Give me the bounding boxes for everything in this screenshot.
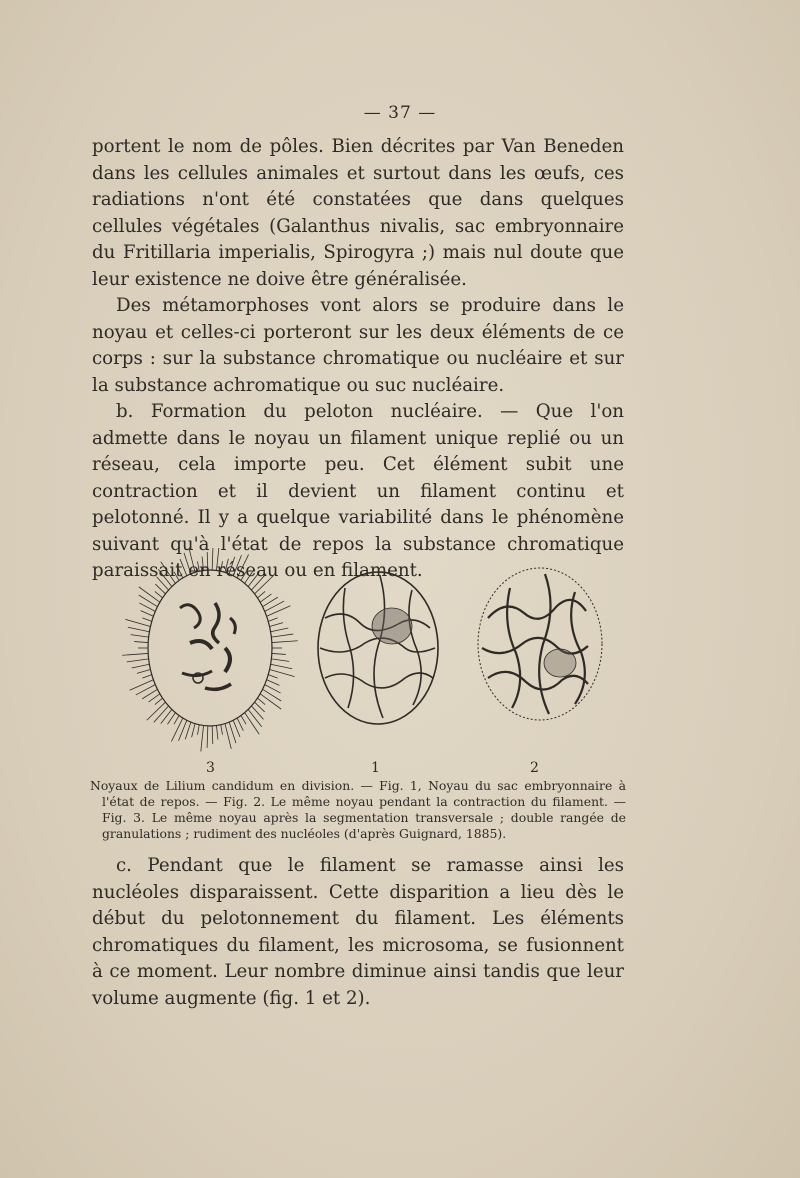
ray-line: [202, 557, 203, 571]
figure-label: 2: [530, 760, 539, 776]
ray-line: [251, 574, 266, 590]
ray-line: [241, 716, 246, 725]
ray-line: [257, 591, 265, 597]
ray-line: [192, 724, 195, 738]
fig1-drawing: [318, 572, 438, 724]
ray-line: [171, 718, 182, 741]
ray-line: [225, 724, 231, 749]
ray-line: [177, 565, 183, 578]
page-number: — 37 —: [363, 103, 437, 123]
ray-line: [149, 694, 160, 702]
ray-line: [189, 548, 195, 572]
paragraph: b. Formation du peloton nucléaire. — Que l'on admette dans le noyau un filament unique replié ou un réseau, cela importe peu. Cet élément subit une contraction et il devient un filament continu et pelotonné. Il y a quelque variabilité dans le phénomène suivant qu'à l'état de repos la substance chromatique paraissait en réseau ou en filament.: [92, 401, 624, 581]
ray-line: [257, 698, 265, 704]
ray-line: [272, 653, 286, 654]
ray-line: [122, 653, 148, 655]
ray-line: [174, 572, 179, 581]
ray-line: [267, 680, 280, 686]
ray-line: [201, 726, 204, 752]
ray-line: [147, 702, 166, 720]
ray-line: [268, 675, 277, 678]
ray-line: [132, 664, 150, 668]
ray-line: [216, 548, 219, 570]
ray-line: [260, 594, 271, 602]
ray-line: [229, 557, 235, 574]
ray-line: [271, 628, 289, 632]
ray-line: [268, 618, 277, 621]
ray-line: [131, 635, 149, 638]
ray-line: [267, 606, 291, 617]
body-text-bottom: [92, 853, 624, 1012]
ray-line: [237, 555, 248, 578]
ray-line: [207, 552, 208, 570]
ray-line: [128, 627, 150, 632]
ray-line: [161, 709, 172, 723]
ray-line: [185, 722, 191, 739]
ray-line: [270, 669, 295, 676]
ray-line: [216, 726, 217, 740]
ray-line: [125, 619, 150, 626]
ray-line: [168, 713, 176, 725]
ray-line: [212, 548, 213, 570]
ray-line: [260, 694, 281, 709]
ray-line: [272, 641, 298, 643]
fig2-drawing: [478, 568, 602, 720]
nucleus-figure: [120, 548, 620, 758]
figure-label: 1: [371, 760, 380, 776]
ray-line: [154, 706, 169, 722]
ray-line: [155, 591, 163, 597]
nucleus-illustration: [120, 548, 620, 758]
ray-line: [263, 689, 282, 701]
ray-line: [158, 569, 172, 586]
ray-line: [155, 698, 163, 704]
paragraph: Des métamorphoses vont alors se produire dans le noyau et celles-ci porteront sur les deux éléments de ce corps : sur la substance chromatique ou nucléaire et sur la substance achromatique ou suc nucléaire.: [92, 295, 624, 396]
ray-line: [134, 642, 148, 643]
ray-line: [237, 718, 243, 731]
ray-line: [221, 561, 223, 571]
ray-line: [155, 584, 165, 594]
paragraph: c. Pendant que le filament se ramasse ainsi les nucléoles disparaissent. Cette disparition a lieu dès le début du pelotonnement du filament. Les éléments chromatiques du filament, les microsoma, se fusionnent à ce moment. Leur nombre diminue ainsi tandis que leur volume augmente (fig. 1 et 2).: [92, 855, 624, 1009]
ray-line: [207, 726, 208, 748]
ray-line: [156, 577, 168, 590]
ray-line: [197, 725, 199, 735]
ray-line: [245, 713, 260, 735]
ray-line: [142, 618, 151, 621]
ray-line: [248, 709, 262, 726]
ray-line: [255, 702, 265, 712]
ray-line: [130, 680, 154, 691]
ray-line: [174, 716, 179, 725]
paragraph: portent le nom de pôles. Bien décrites par Van Beneden dans les cellules animales et surtout dans les œufs, ces radiations n'ont été constatées que dans quelques cellules végétales (Galanthus nivalis, sac embryonnaire du Fritillaria imperialis, Spirogyra ;) mais nul doute que leur existence ne doive être généralisée.: [92, 136, 624, 290]
ray-line: [139, 595, 158, 607]
figure-caption: [90, 778, 626, 842]
ray-line: [180, 559, 187, 576]
ray-line: [161, 562, 176, 584]
ray-line: [139, 587, 160, 602]
ray-line: [241, 572, 246, 581]
ray-line: [271, 664, 293, 669]
ray-line: [251, 706, 263, 719]
ray-line: [271, 659, 289, 662]
ray-line: [225, 559, 228, 573]
body-text-top: [92, 134, 624, 585]
ray-line: [137, 669, 150, 673]
ray-line: [212, 726, 213, 744]
ray-line: [255, 576, 274, 594]
ray-line: [233, 720, 240, 737]
ray-line: [271, 634, 293, 637]
caption-text: Noyaux de Lilium candidum en division. — Fig. 1, Noyau du sac embryonnaire à l'état de repos. — Fig. 2. Le même noyau pendant la contraction du filament. — Fig. 3. Le même noyau après la segmentation transversale ; double rangée de granulations ; rudiment des nucléoles (d'après Guignard, 1885).: [90, 778, 626, 841]
ray-line: [141, 611, 154, 617]
ray-line: [127, 659, 149, 662]
ray-line: [221, 725, 223, 735]
ray-line: [197, 561, 199, 571]
ray-line: [142, 675, 151, 678]
ray-line: [248, 572, 259, 586]
figure-label: 3: [206, 760, 215, 776]
ray-line: [270, 623, 283, 627]
fig3-drawing: [122, 548, 298, 751]
ray-line: [245, 572, 253, 584]
figure-numbers: [0, 760, 800, 780]
